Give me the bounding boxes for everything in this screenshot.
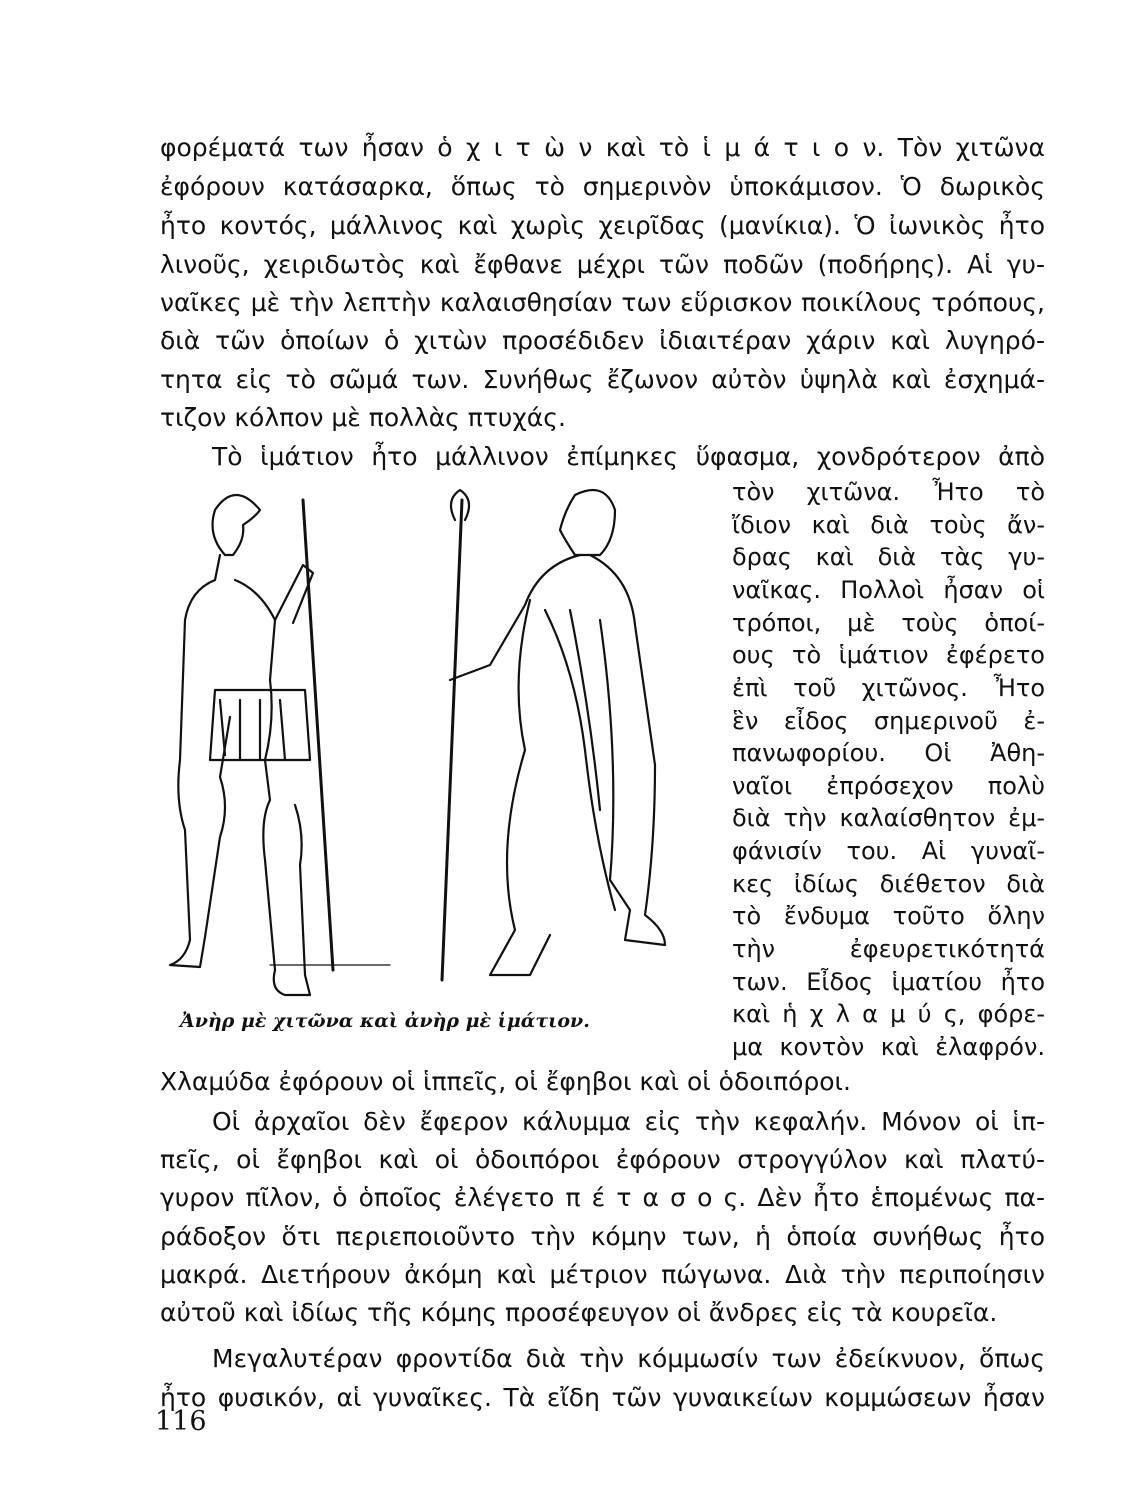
side-line: πανωφορίου. Οἱ Ἀθη- [732,739,1045,767]
text-line: Τὸ ἱμάτιον ἦτο μάλλινον ἐπίμηκες ὕφασμα, χονδρότερον ἀπὸ [212,442,1045,471]
text-line: τητα εἰς τὸ σῶμά των. Συνήθως ἔζωνον αὐτὸν ὑψηλὰ καὶ ἐσχημά- [160,365,1045,394]
side-line: διὰ τὴν καλαίσθητον ἐμ- [732,804,1045,832]
side-line: ναῖοι ἐπρόσεχον πολὺ [732,772,1045,800]
text-line: Μεγαλυτέραν φροντίδα διὰ τὴν κόμμωσίν των ἐδείκνυον, ὅπως [212,1344,1045,1373]
side-line: τὴν ἐφευρετικότητά [732,935,1045,963]
text-line: Χλαμύδα ἐφόρουν οἱ ἱππεῖς, οἱ ἔφηβοι καὶ οἱ ὁδοιπόροι. [160,1067,851,1096]
side-line: καὶ ἡ χ λ α μ ύ ς, φόρε- [732,1000,1045,1028]
man-with-chiton [170,495,390,995]
text-line: φορέματά των ἦσαν ὁ χ ι τ ὼ ν καὶ τὸ ἱ μ ά τ ι ο ν. Τὸν χιτῶνα [160,133,1045,162]
text-line: τιζον κόλπον μὲ πολλὰς πτυχάς. [160,403,566,432]
text-line: Οἱ ἀρχαῖοι δὲν ἔφερον κάλυμμα εἰς τὴν κεφαλήν. Μόνον οἱ ἱπ- [212,1107,1045,1136]
text-line: γυρον πῖλον, ὁ ὁποῖος ἐλέγετο π έ τ α σ ο ς. Δὲν ἦτο ἑπομένως πα- [160,1183,1045,1212]
side-line: μα κοντὸν καὶ ἐλαφρόν. [732,1033,1045,1061]
side-line: τὸν χιτῶνα. Ἦτο τὸ [732,478,1045,506]
side-line: φάνισίν του. Αἱ γυναῖ- [732,837,1045,865]
side-line: δρας καὶ διὰ τὰς γυ- [732,543,1045,571]
illustration-two-men [150,460,710,1000]
side-line: ναῖκας. Πολλοὶ ἦσαν οἱ [732,576,1045,604]
side-line: τρόποι, μὲ τοὺς ὁποί- [732,609,1045,637]
side-line: ἓν εἶδος σημερινοῦ ἐ- [732,707,1045,735]
side-line: ους τὸ ἱμάτιον ἐφέρετο [732,641,1045,669]
side-line: ἐπὶ τοῦ χιτῶνος. Ἦτο [732,674,1045,702]
text-line: ναῖκες μὲ τὴν λεπτὴν καλαισθησίαν των εὕρισκον ποικίλους τρόπους, [160,288,1045,317]
text-line: λινοῦς, χειριδωτὸς καὶ ἔφθανε μέχρι τῶν ποδῶν (ποδήρης). Αἱ γυ- [160,250,1045,279]
text-line: ἦτο κοντός, μάλλινος καὶ χωρὶς χειρῖδας (μανίκια). Ὁ ἰωνικὸς ἦτο [160,211,1045,240]
text-line: διὰ τῶν ὁποίων ὁ χιτὼν προσέδιδεν ἰδιαιτέραν χάριν καὶ λυγηρό- [160,326,1045,355]
text-line: μακρά. Διετήρουν ἀκόμη καὶ μέτριον πώγωνα. Διὰ τὴν περιποίησιν [160,1260,1045,1289]
text-line: ἦτο φυσικόν, αἱ γυναῖκες. Τὰ εἴδη τῶν γυναικείων κομμώσεων ἦσαν [160,1383,1045,1412]
side-line: τὸ ἔνδυμα τοῦτο ὅλην [732,902,1045,930]
text-line: αὐτοῦ καὶ ἰδίως τῆς κόμης προσέφευγον οἱ ἄνδρες εἰς τὰ κουρεῖα. [160,1298,998,1327]
text-line: ράδοξον ὅτι περιεποιοῦντο τὴν κόμην των, ἡ ὁποία συνήθως ἦτο [160,1222,1045,1251]
staff [442,490,469,980]
figure-caption: Ἀνὴρ μὲ χιτῶνα καὶ ἀνὴρ μὲ ἱμάτιον. [180,1010,590,1032]
side-line: των. Εἶδος ἱματίου ἦτο [732,968,1045,996]
side-line: ἴδιον καὶ διὰ τοὺς ἄν- [732,511,1045,539]
man-with-himation [450,490,665,975]
page-number: 116 [155,1406,207,1437]
side-line: κες ἰδίως διέθετον διὰ [732,870,1045,898]
text-line: ἐφόρουν κατάσαρκα, ὅπως τὸ σημερινὸν ὑποκάμισον. Ὁ δωρικὸς [160,172,1045,201]
text-line: πεῖς, οἱ ἔφηβοι καὶ οἱ ὁδοιπόροι ἐφόρουν στρογγύλον καὶ πλατύ- [160,1145,1045,1174]
